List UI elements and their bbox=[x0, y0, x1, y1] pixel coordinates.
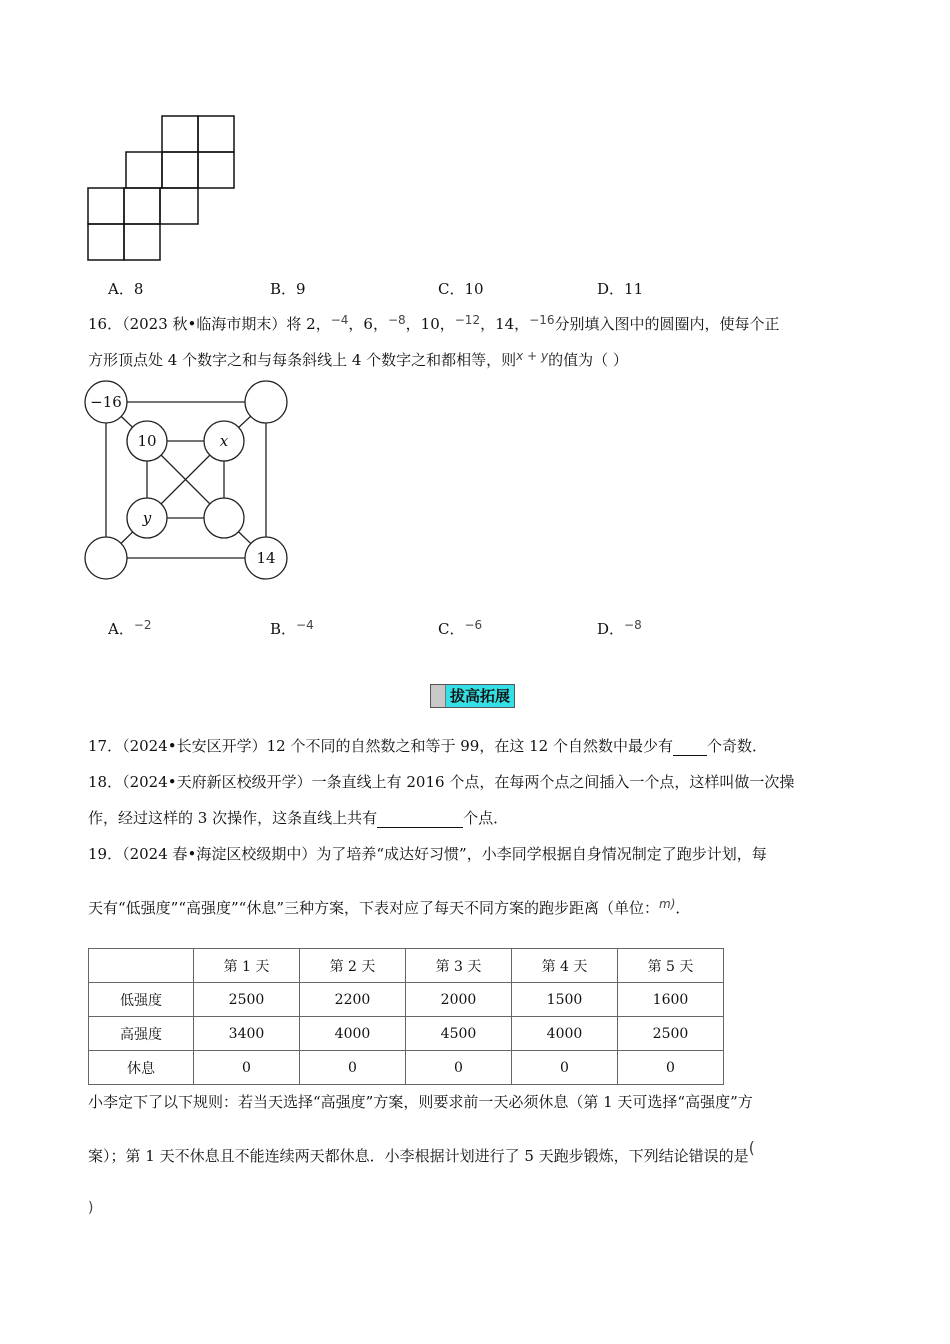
q17-text: 17．（2024•长安区开学）12 个不同的自然数之和等于 99，在这 12 个自然数中最少有 个奇数． bbox=[88, 737, 767, 755]
table-row bbox=[89, 1017, 724, 1051]
table-cell: 2500 bbox=[194, 983, 300, 1017]
table-header-cell: 第 2 天 bbox=[300, 949, 406, 983]
table-row bbox=[89, 1051, 724, 1085]
q18-line1: 18．（2024•天府新区校级开学）一条直线上有 2016 个点，在每两个点之间插入一个点，这样叫做一次操 bbox=[88, 773, 795, 791]
q16-line2: 方形顶点处 4 个数字之和与每条斜线上 4 个数字之和都相等，则$^{x + y}$的值为（ ） bbox=[88, 349, 628, 369]
q15-grid-figure bbox=[86, 114, 238, 262]
q16-option-c[interactable]: C．$^{-6}$ bbox=[438, 618, 483, 638]
q17-answer-blank[interactable] bbox=[673, 739, 707, 756]
q19-line4: 案）；第 1 天不休息且不能连续两天都休息．小李根据计划进行了 5 天跑步锻炼，下列结论错误的是( bbox=[88, 1138, 755, 1165]
q19-line2: 天有“低强度”“高强度”“休息”三种方案，下表对应了每天不同方案的跑步距离（单位：$^{m)}$． bbox=[88, 897, 691, 917]
q19-line3: 小李定下了以下规则：若当天选择“高强度”方案，则要求前一天必须休息（第 1 天可选择“高强度”方 bbox=[88, 1093, 753, 1111]
q19-line5: ) bbox=[88, 1200, 94, 1216]
q18-answer-blank[interactable] bbox=[377, 811, 463, 828]
table-header-cell bbox=[89, 949, 194, 983]
table-header-cell: 第 3 天 bbox=[406, 949, 512, 983]
q19-line1: 19．（2024 春•海淀区校级期中）为了培养“成达好习惯”，小李同学根据自身情况制定了跑步计划，每 bbox=[88, 845, 767, 863]
q15-option-c[interactable]: C．10 bbox=[438, 280, 484, 298]
table-header-row bbox=[89, 949, 724, 983]
diagram-label-inner-tl: 10 bbox=[137, 432, 157, 450]
table-cell: 4000 bbox=[300, 1017, 406, 1051]
section-title: 拔高拓展 bbox=[446, 685, 514, 707]
table-cell: 0 bbox=[300, 1051, 406, 1085]
table-cell: 2200 bbox=[300, 983, 406, 1017]
table-cell: 0 bbox=[618, 1051, 724, 1085]
q16-option-a[interactable]: A．$^{-2}$ bbox=[108, 618, 152, 638]
table-cell: 0 bbox=[406, 1051, 512, 1085]
table-cell: 低强度 bbox=[89, 983, 194, 1017]
table-cell: 高强度 bbox=[89, 1017, 194, 1051]
table-cell: 0 bbox=[512, 1051, 618, 1085]
diagram-label-tl: −16 bbox=[90, 393, 122, 411]
table-cell: 2500 bbox=[618, 1017, 724, 1051]
q16-line1: 16．（2023 秋•临海市期末）将 2，$^{-4}$，6，$^{-8}$，10，$^{-12}$，14，$^{-16}$分别填入图中的圆圈内，使每个正 bbox=[88, 313, 780, 333]
table-row bbox=[89, 983, 724, 1017]
table-header-cell: 第 5 天 bbox=[618, 949, 724, 983]
q15-option-d[interactable]: D．11 bbox=[597, 280, 644, 298]
table-cell: 0 bbox=[194, 1051, 300, 1085]
diagram-circle-inner-br bbox=[204, 498, 244, 538]
diagram-label-inner-bl: y bbox=[142, 509, 152, 527]
section-header-marker bbox=[431, 685, 446, 707]
table-cell: 休息 bbox=[89, 1051, 194, 1085]
q16-option-b[interactable]: B．$^{-4}$ bbox=[270, 618, 314, 638]
table-cell: 1500 bbox=[512, 983, 618, 1017]
table-header-cell: 第 1 天 bbox=[194, 949, 300, 983]
q15-option-b[interactable]: B．9 bbox=[270, 280, 306, 298]
q15-option-a[interactable]: A．8 bbox=[108, 280, 144, 298]
q16-option-d[interactable]: D．$^{-8}$ bbox=[597, 618, 642, 638]
q16-number-diagram bbox=[84, 380, 292, 584]
diagram-circle-outer-tr bbox=[245, 381, 287, 423]
diagram-label-br: 14 bbox=[256, 549, 276, 567]
diagram-label-inner-tr: x bbox=[219, 432, 229, 450]
table-cell: 3400 bbox=[194, 1017, 300, 1051]
table-cell: 2000 bbox=[406, 983, 512, 1017]
table-cell: 4000 bbox=[512, 1017, 618, 1051]
table-cell: 1600 bbox=[618, 983, 724, 1017]
table-header-cell: 第 4 天 bbox=[512, 949, 618, 983]
section-header bbox=[430, 684, 515, 708]
diagram-circle-outer-bl bbox=[85, 537, 127, 579]
table-cell: 4500 bbox=[406, 1017, 512, 1051]
q19-distance-table bbox=[88, 948, 724, 1085]
q18-line2: 作，经过这样的 3 次操作，这条直线上共有 个点． bbox=[88, 809, 509, 827]
